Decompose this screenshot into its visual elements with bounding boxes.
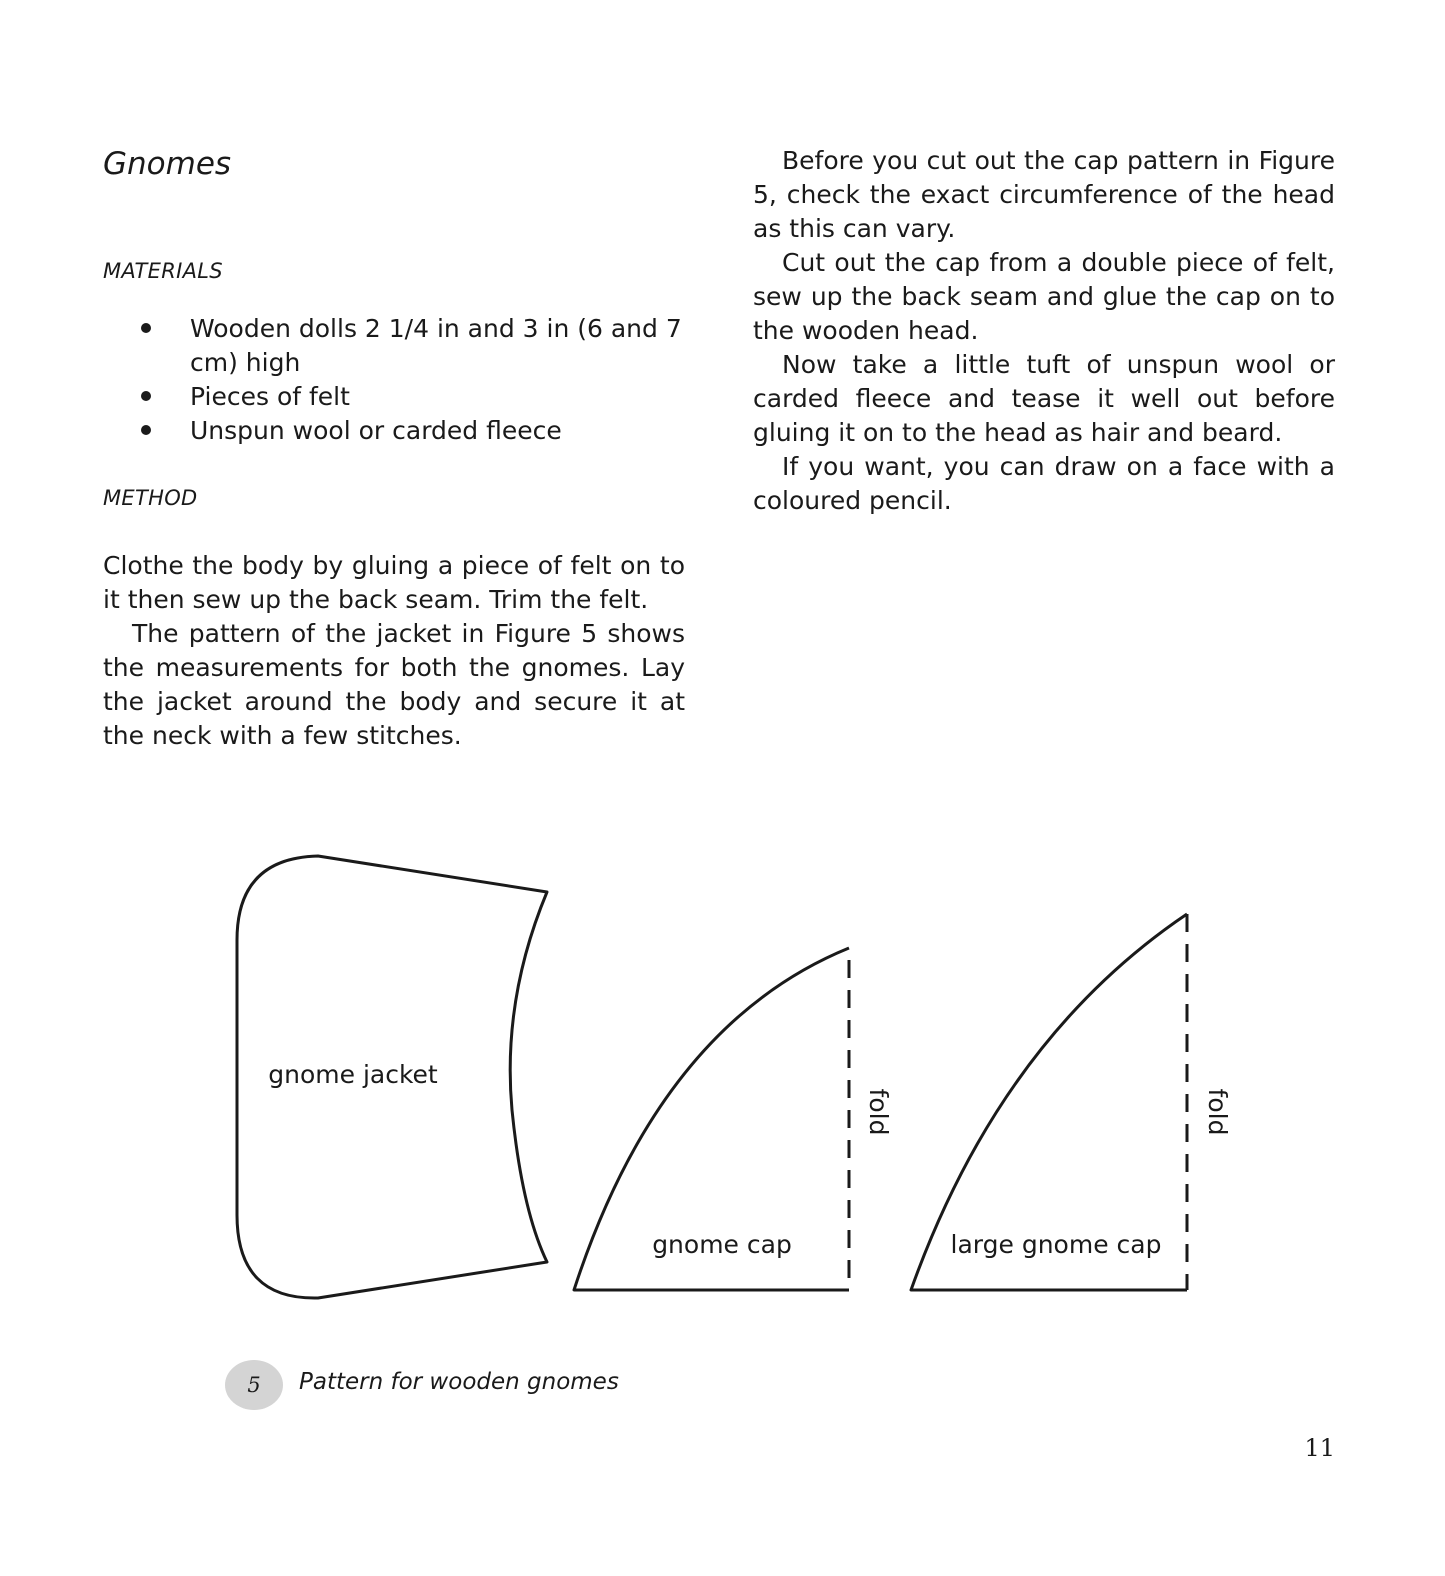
large-gnome-cap-label: large gnome cap (950, 1230, 1162, 1259)
section-title: Gnomes (103, 146, 232, 182)
paragraph: Before you cut out the cap pattern in Figure 5, check the exact circumference of the head as this can vary. (753, 146, 1335, 243)
materials-heading: MATERIALS (103, 259, 223, 283)
paragraph: Cut out the cap from a double piece of felt, sew up the back seam and glue the cap on to the wooden head. (753, 248, 1335, 345)
page-number: 11 (1304, 1434, 1335, 1462)
paragraph: The pattern of the jacket in Figure 5 shows the measurements for both the gnomes. Lay the jacket around the body and secure it at the neck with a few stitches. (103, 619, 685, 750)
list-item: Unspun wool or carded fleece (103, 414, 685, 448)
paragraph: Clothe the body by gluing a piece of felt on to it then sew up the back seam. Trim the felt. (103, 551, 685, 614)
paragraph: If you want, you can draw on a face with a coloured pencil. (753, 452, 1335, 515)
figure-number-badge: 5 (225, 1360, 283, 1410)
list-item: Pieces of felt (103, 380, 685, 414)
fold-label: fold (864, 1088, 893, 1136)
gnome-cap-label: gnome cap (652, 1230, 792, 1259)
paragraph: Now take a little tuft of unspun wool or carded fleece and tease it well out before gluing it on to the head as hair and beard. (753, 350, 1335, 447)
list-item: Wooden dolls 2 1/4 in and 3 in (6 and 7 cm) high (103, 312, 685, 380)
figure-caption: Pattern for wooden gnomes (299, 1369, 619, 1395)
method-heading: METHOD (103, 486, 198, 510)
gnome-jacket-label: gnome jacket (268, 1060, 438, 1089)
fold-label: fold (1203, 1088, 1232, 1136)
